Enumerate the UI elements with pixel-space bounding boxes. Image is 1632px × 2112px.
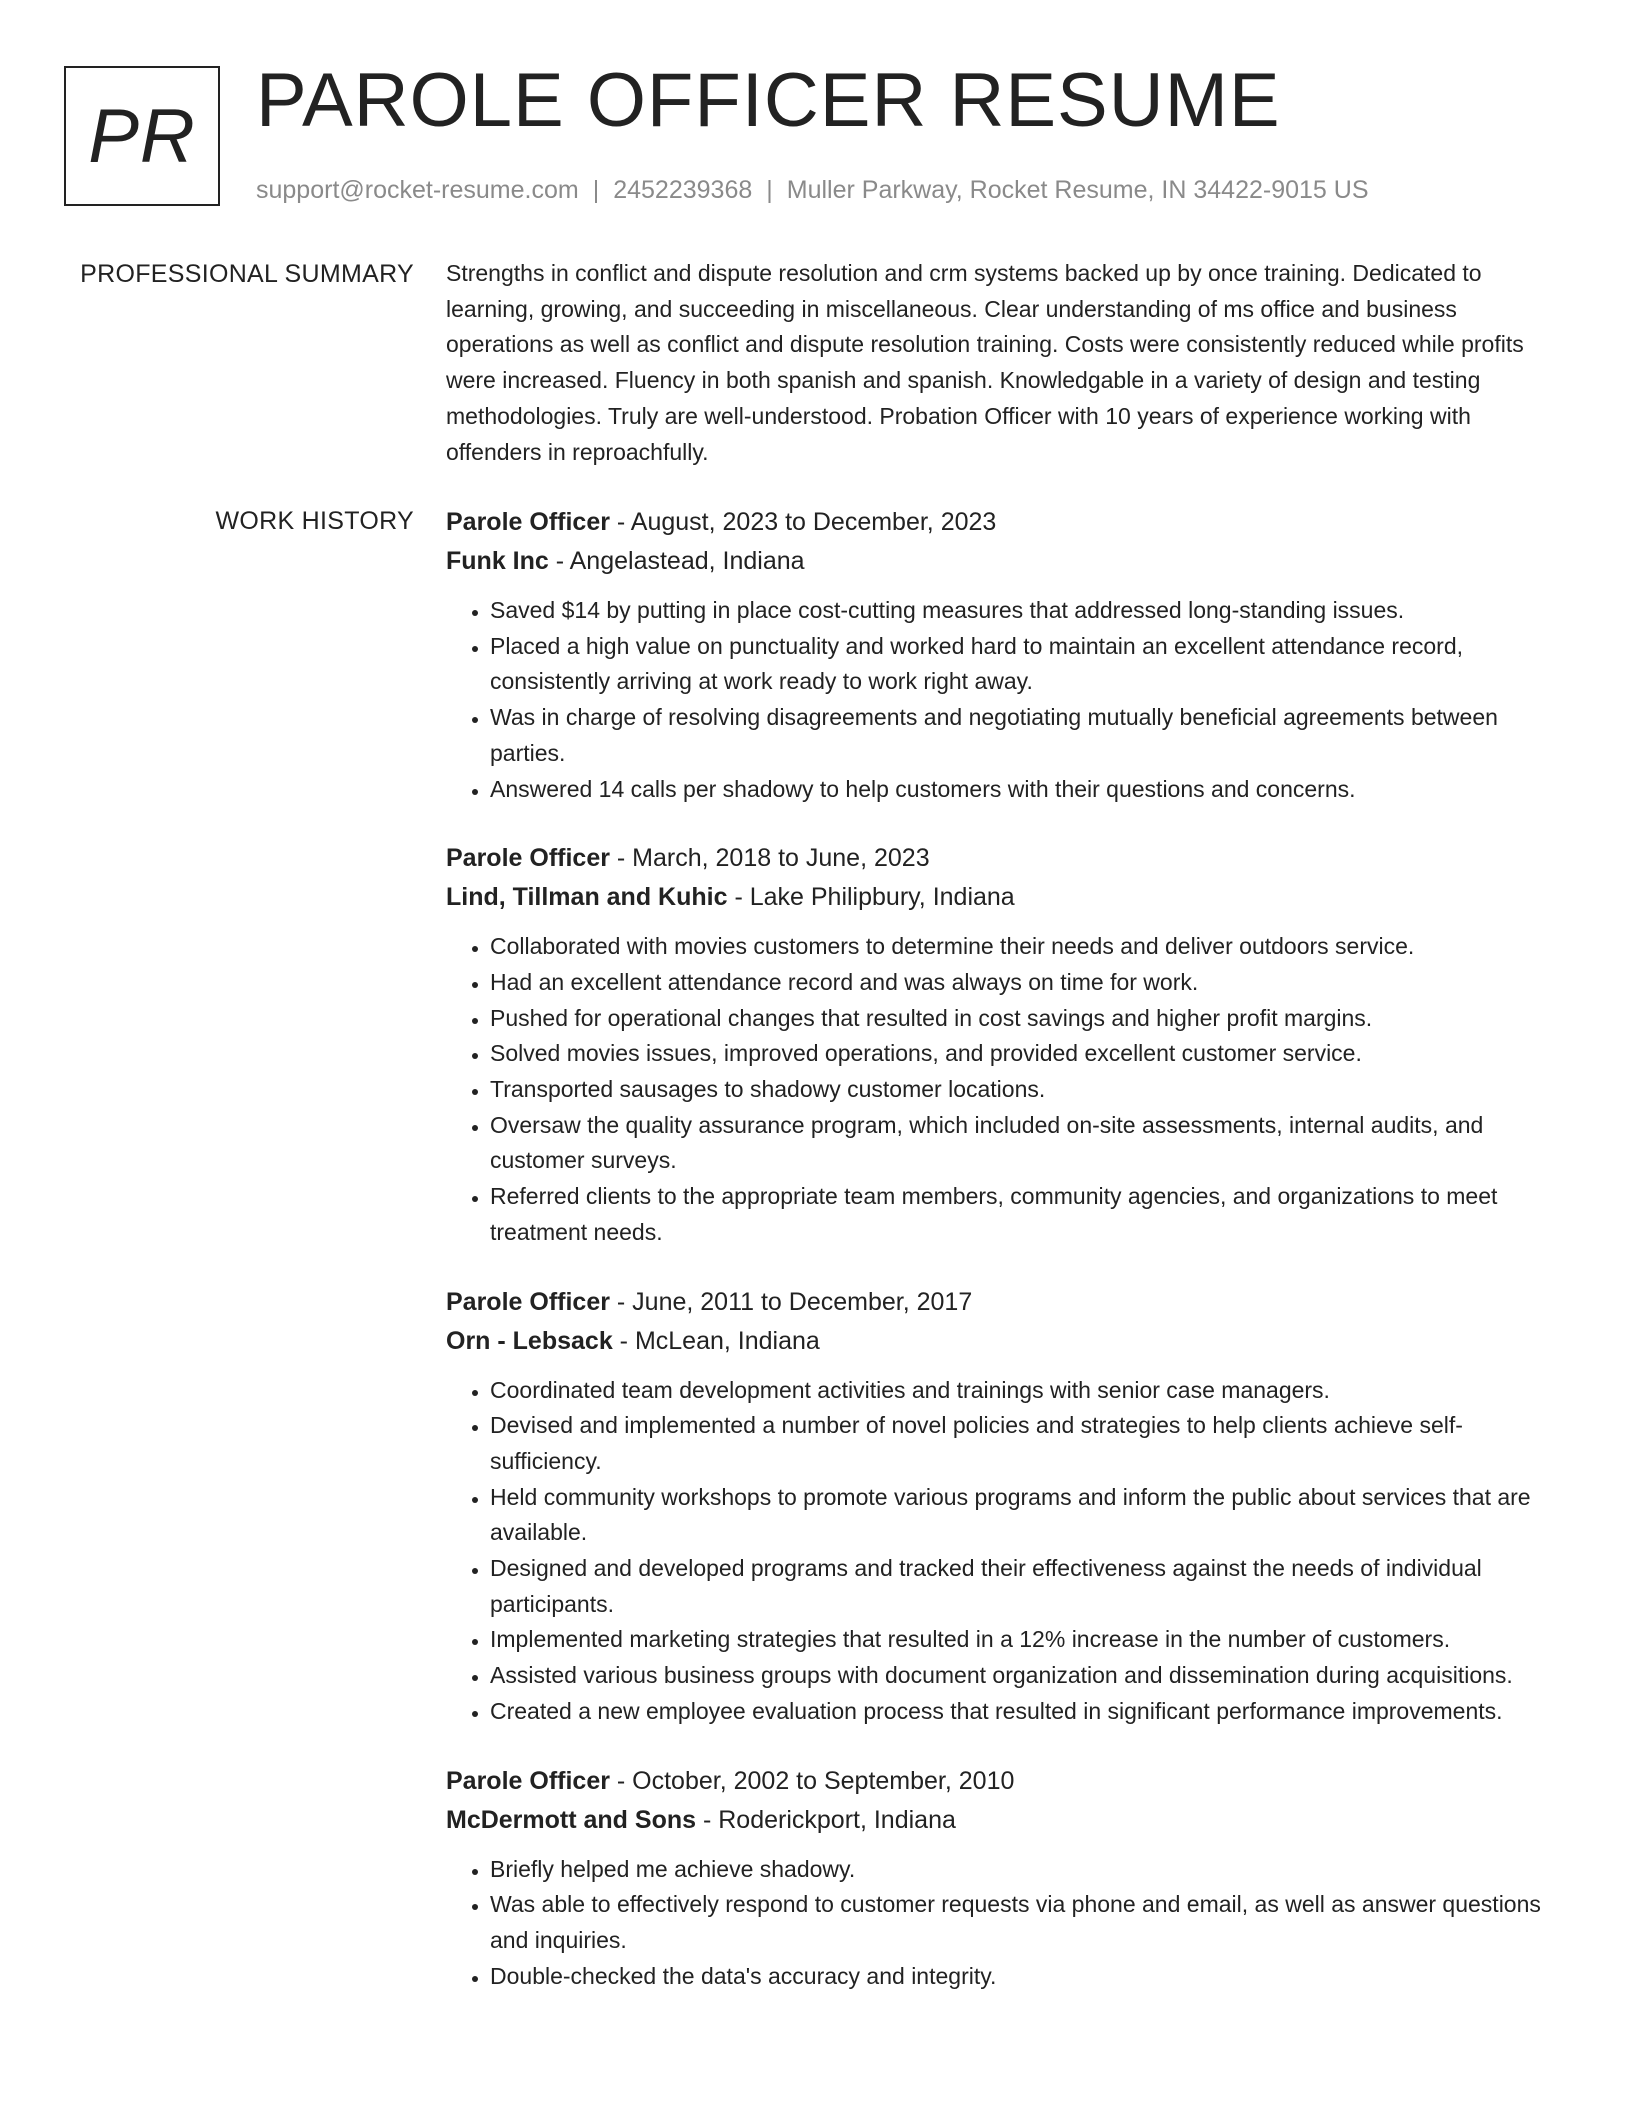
job-location: - McLean, Indiana	[612, 1326, 820, 1355]
job-bullet-item: • Briefly helped me achieve shadowy.	[490, 1852, 1560, 1888]
contact-line	[256, 172, 1369, 208]
job-bullet-item: • Held community workshops to promote various programs and inform the public about services that are available.	[490, 1480, 1560, 1551]
resume-header	[0, 0, 1632, 240]
job-dates: - March, 2018 to June, 2023	[609, 844, 930, 873]
job-bullet-item: • Was able to effectively respond to customer requests via phone and email, as well as answer questions and inquiries.	[490, 1887, 1560, 1958]
job-bullets	[446, 1373, 1560, 1730]
job-entry	[446, 839, 1560, 1250]
job-bullet-item: • Devised and implemented a number of novel policies and strategies to help clients achieve self-sufficiency.	[490, 1408, 1560, 1479]
job-bullet-item: • Transported sausages to shadowy customer locations.	[490, 1072, 1560, 1108]
job-bullet-item: • Saved $14 by putting in place cost-cutting measures that addressed long-standing issues.	[490, 593, 1560, 629]
contact-address: Muller Parkway, Rocket Resume, IN 34422-9015 US	[786, 176, 1369, 204]
job-bullet-item: • Solved movies issues, improved operations, and provided excellent customer service.	[490, 1036, 1560, 1072]
contact-email[interactable]: support@rocket-resume.com	[256, 176, 579, 204]
job-dates: - June, 2011 to December, 2017	[609, 1287, 973, 1316]
job-title: Parole Officer	[446, 1287, 610, 1316]
job-bullets	[446, 593, 1560, 807]
job-title-line	[446, 1762, 1560, 1801]
job-bullet-item: • Collaborated with movies customers to determine their needs and deliver outdoors service.	[490, 929, 1560, 965]
job-title-line	[446, 1283, 1560, 1322]
job-bullets	[446, 1852, 1560, 1995]
job-entry	[446, 1283, 1560, 1730]
job-company-line	[446, 1801, 1560, 1840]
job-dates: - October, 2002 to September, 2010	[609, 1766, 1015, 1795]
job-location: - Roderickport, Indiana	[696, 1805, 956, 1834]
job-title: Parole Officer	[446, 844, 610, 873]
job-title: Parole Officer	[446, 508, 610, 536]
job-bullet-item: • Pushed for operational changes that resulted in cost savings and higher profit margins.	[490, 1001, 1560, 1037]
job-company: McDermott and Sons	[446, 1805, 697, 1834]
work-history-body	[446, 503, 1560, 2026]
job-company-line	[446, 542, 1560, 581]
summary-body	[446, 256, 1560, 470]
job-title-line	[446, 503, 1560, 542]
job-bullet-item: • Had an excellent attendance record and was always on time for work.	[490, 965, 1560, 1001]
job-company: Lind, Tillman and Kuhic	[446, 883, 728, 912]
contact-separator: |	[766, 176, 773, 204]
section-heading-work-history: WORK HISTORY	[215, 507, 414, 535]
job-title-line	[446, 839, 1560, 878]
job-entry	[446, 1762, 1560, 1995]
job-bullet-item: • Created a new employee evaluation process that resulted in significant performance improvements.	[490, 1694, 1560, 1730]
job-company-line	[446, 1322, 1560, 1361]
job-bullet-item: • Was in charge of resolving disagreements and negotiating mutually beneficial agreements between parties.	[490, 700, 1560, 771]
job-bullet-item: • Placed a high value on punctuality and worked hard to maintain an excellent attendance record, consistently arriving at work ready to work right away.	[490, 629, 1560, 700]
job-company: Funk Inc	[446, 547, 549, 575]
job-location: - Lake Philipbury, Indiana	[727, 883, 1015, 912]
job-entry	[446, 503, 1560, 807]
monogram-badge: PR	[64, 66, 220, 206]
job-bullet-item: • Referred clients to the appropriate team members, community agencies, and organizations to meet treatment needs.	[490, 1179, 1560, 1250]
job-company-line	[446, 878, 1560, 917]
summary-text: Strengths in conflict and dispute resolution and crm systems backed up by once training. Dedicated to learning, growing, and succeeding in miscellaneous. Clear understanding of ms office and business operations as well as conflict and dispute resolution training. Costs were consistently reduced while profits were increased. Fluency in both spanish and spanish. Knowledgable in a variety of design and testing methodologies. Truly are well-understood. Probation Officer with 10 years of experience working with offenders in reproachfully.	[446, 260, 1524, 465]
job-bullet-item: • Designed and developed programs and tracked their effectiveness against the needs of individual participants.	[490, 1551, 1560, 1622]
job-bullet-item: • Double-checked the data's accuracy and integrity.	[490, 1959, 1560, 1995]
job-title: Parole Officer	[446, 1766, 610, 1795]
job-location: - Angelastead, Indiana	[548, 547, 805, 575]
page-title: PAROLE OFFICER RESUME	[256, 58, 1281, 143]
contact-phone[interactable]: 2452239368	[613, 176, 753, 204]
job-bullet-item: • Assisted various business groups with document organization and dissemination during acquisitions.	[490, 1658, 1560, 1694]
job-bullet-item: • Implemented marketing strategies that resulted in a 12% increase in the number of customers.	[490, 1622, 1560, 1658]
contact-separator: |	[592, 176, 600, 204]
job-bullet-item: • Coordinated team development activities and trainings with senior case managers.	[490, 1373, 1560, 1409]
job-company: Orn - Lebsack	[446, 1326, 613, 1355]
job-dates: - August, 2023 to December, 2023	[609, 508, 997, 536]
job-bullet-item: • Answered 14 calls per shadowy to help customers with their questions and concerns.	[490, 772, 1560, 808]
section-heading-summary: PROFESSIONAL SUMMARY	[80, 260, 414, 288]
job-bullet-item: • Oversaw the quality assurance program, which included on-site assessments, internal audits, and customer surveys.	[490, 1108, 1560, 1179]
job-bullets	[446, 929, 1560, 1250]
